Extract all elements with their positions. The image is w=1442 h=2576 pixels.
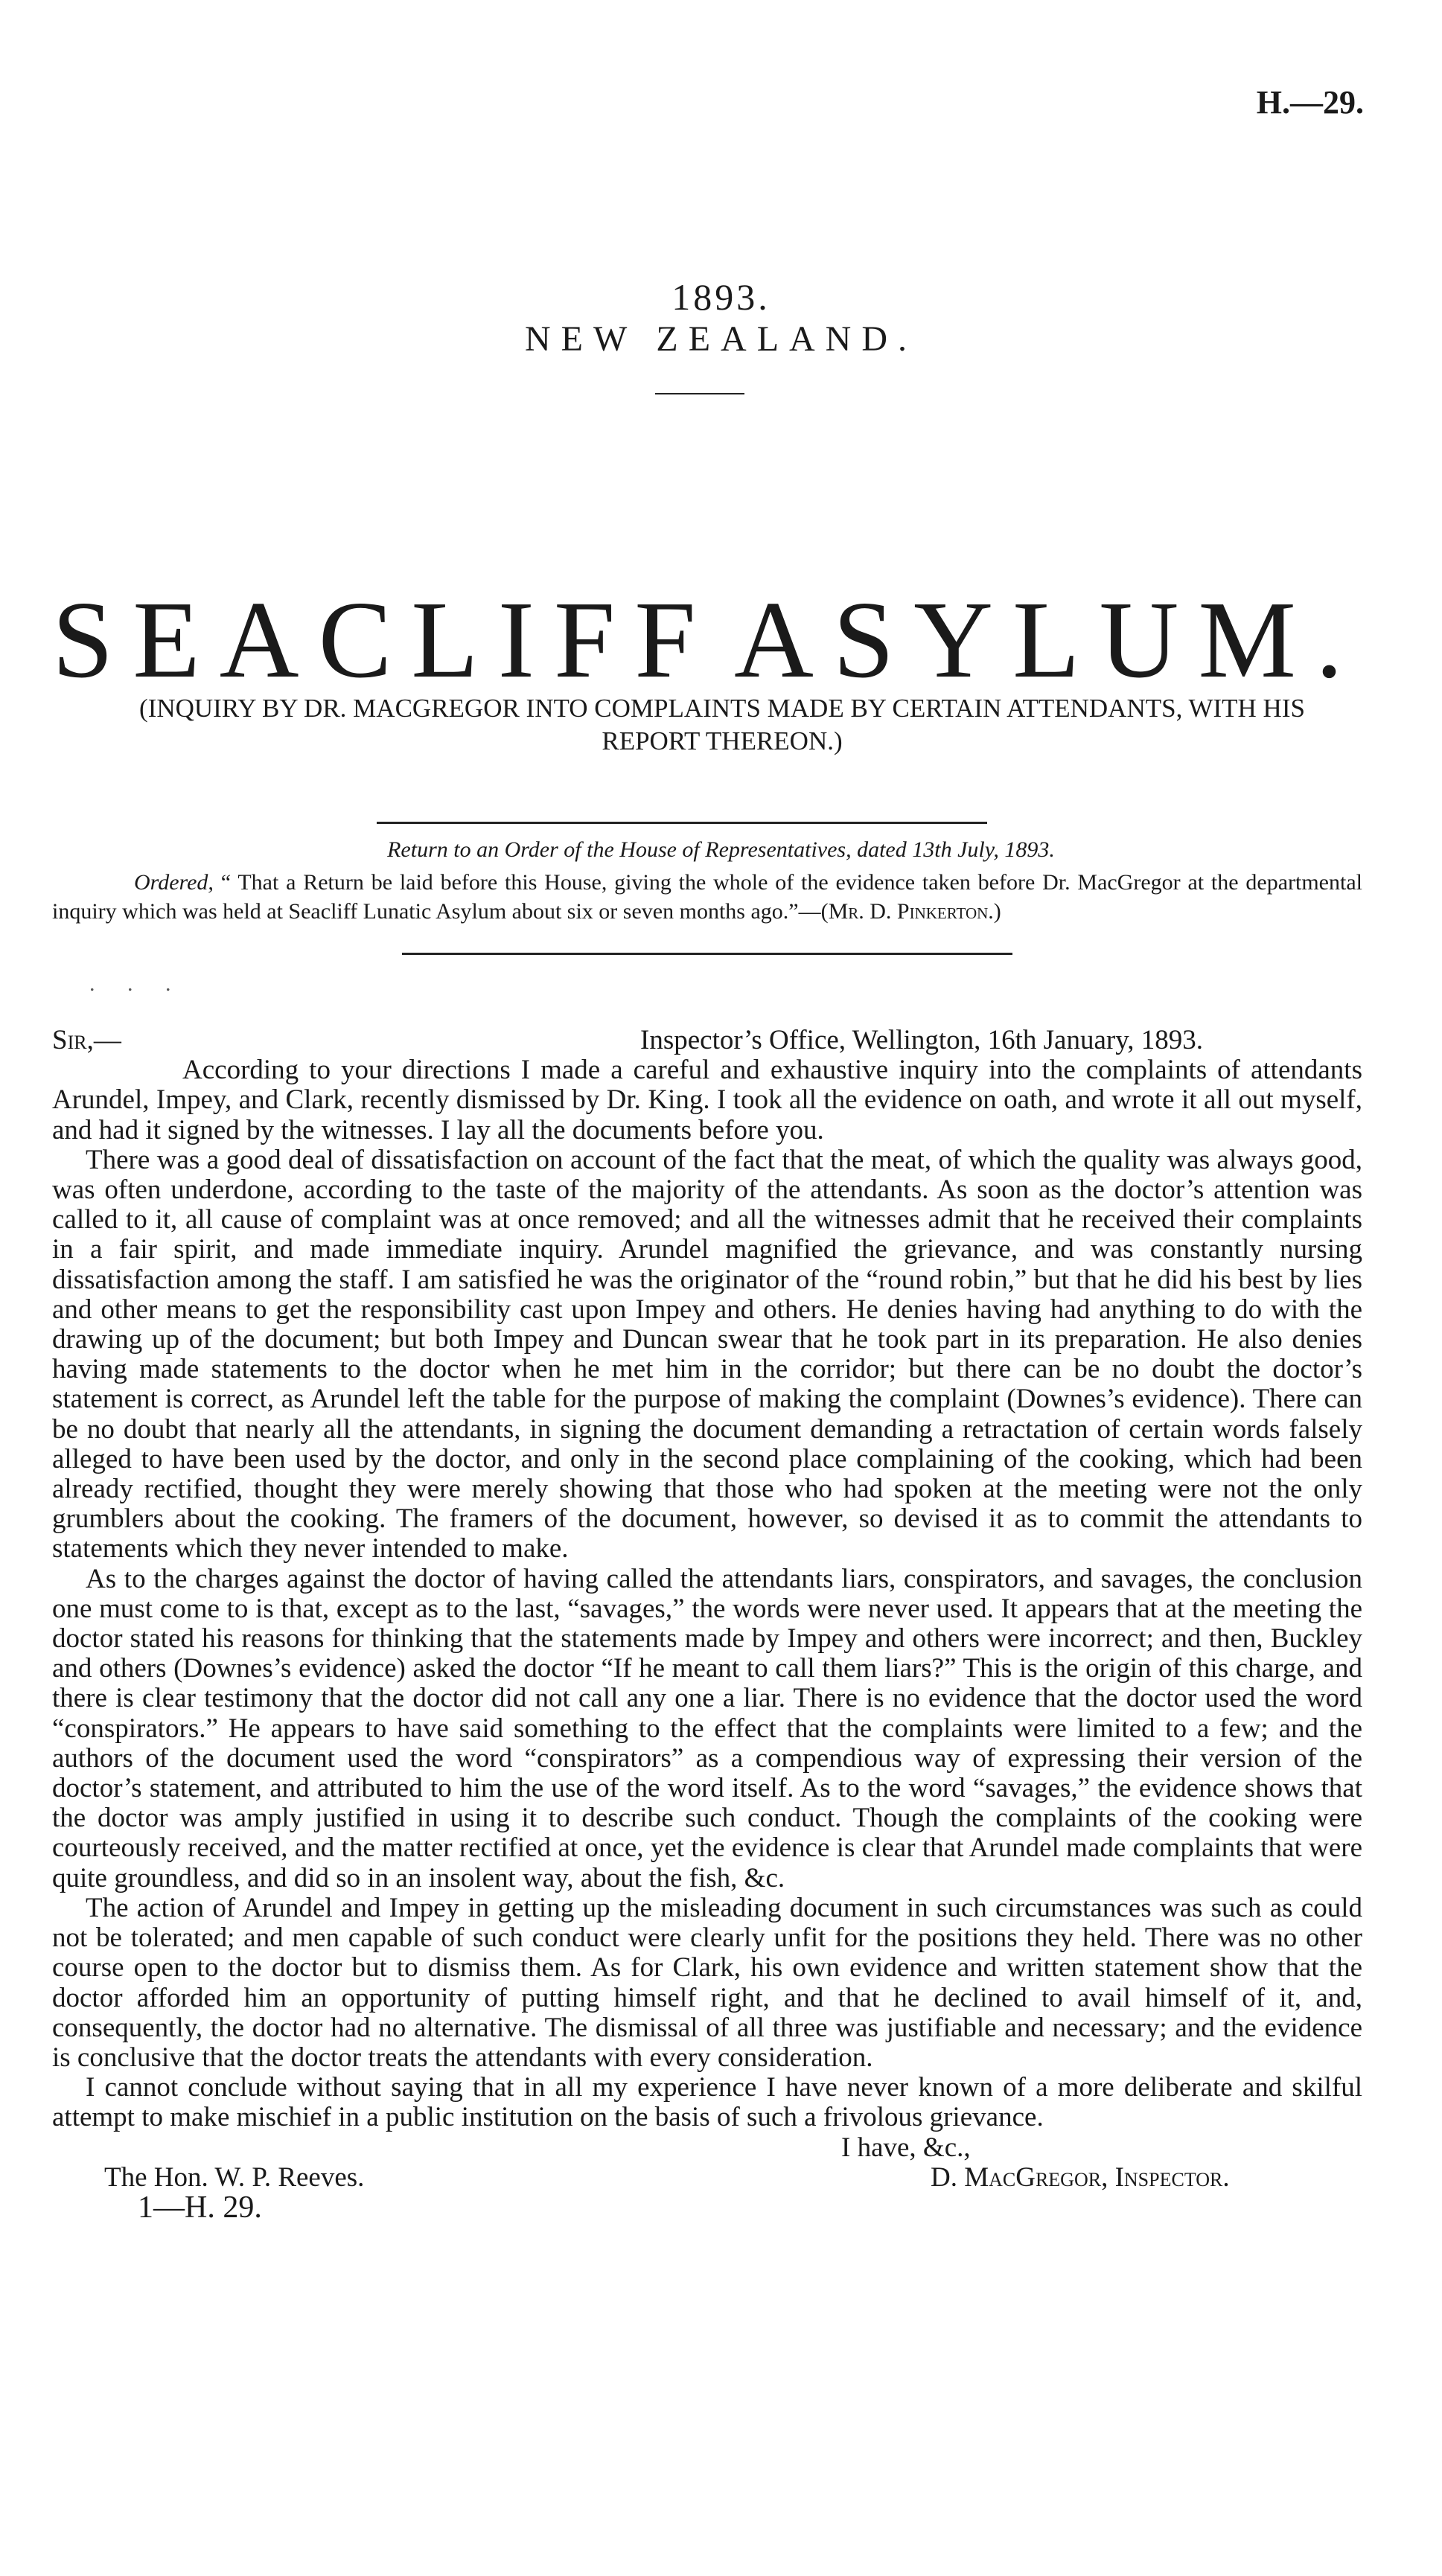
order-mover: Mr. D. Pinkerton [828, 899, 989, 924]
paragraph: I cannot conclude without saying that in all my experience I have never known of a more deliberate and skilful attempt to make mischief in a public institution on the basis of such a frivolous grievance. [52, 2072, 1362, 2133]
paragraph: There was a good deal of dissatisfaction on account of the fact that the meat, of which the quality was always good, was often underdone, according to the taste of the majority of the attendants. As soon as the doctor’s attention was called to it, all cause of complaint was at once removed; and all the witnesses admit that he received their complaints in a fair spirit, and made immediate inquiry. Arundel magnified the grievance, and was constantly nursing dissatisfaction among the staff. I am satisfied he was the originator of the “round robin,” but that he did his best by lies and other means to get the responsibility cast upon Impey and others. He denies having had anything to do with the drawing up of the document; but both Impey and Duncan swear that he took part in its preparation. He also denies having made statements to the doctor when he met him in the corridor; but there can be no doubt the doctor’s statement is correct, as Arundel left the table for the purpose of making the complaint (Downes’s evidence). There can be no doubt that nearly all the attendants, in signing the document demanding a retractation of certain words falsely alleged to have been used by the doctor, and only in the second place complaining of the cooking, which had been already rectified, thought they were merely showing that those who had spoken at the meeting were not the only grumblers about the cooking. The framers of the document, however, so devised it as to commit the attendants to statements which they never intended to make. [52, 1144, 1362, 1565]
country-heading: NEW ZEALAND. [524, 319, 918, 359]
order-body: “ That a Return be laid before this House, giving the whole of the evidence taken before Dr. MacGregor at the departmental inquiry which was held at Seacliff Lunatic Asylum about six or seven months ago.”—( [52, 870, 1362, 924]
closing: I have, &c., [841, 2132, 971, 2163]
signature: D. MacGregor, Inspector. [931, 2161, 1230, 2193]
return-line: Return to an Order of the House of Representatives, dated 13th July, 1893. [387, 837, 1055, 862]
ordered-label: Ordered, [134, 870, 214, 895]
page-footer: 1—H. 29. [138, 2190, 262, 2225]
divider [655, 393, 744, 394]
closing-row [52, 2133, 1362, 2163]
document-reference: H.—29. [1256, 84, 1364, 121]
paragraph: According to your directions I made a careful and exhaustive inquiry into the complaints of attendants Arundel, Impey, and Clark, recently dismissed by Dr. King. I took all the evidence on oath, and wrote it all out myself, and had it signed by the witnesses. I lay all the documents before you. [52, 1055, 1362, 1145]
addressee: The Hon. W. P. Reeves. [104, 2161, 365, 2193]
divider [402, 953, 1012, 955]
stray-marks: . . . [89, 971, 185, 996]
paragraph: The action of Arundel and Impey in getting up the misleading document in such circumstances was such as could not be tolerated; and men capable of such conduct were clearly unfit for the positions they held. There was no other course open to the doctor but to dismiss them. As for Clark, his own evidence and written statement show that the doctor afforded him an opportunity of putting himself right, and that he declined to avail himself of it, and, consequently, the doctor had no alternative. The dismissal of all three was justifiable and necessary; and the evidence is conclusive that the doctor treats the attendants with every consideration. [52, 1892, 1362, 2073]
title-word: SEACLIFF [52, 579, 715, 701]
divider [377, 822, 987, 824]
subtitle: (INQUIRY BY DR. MACGREGOR INTO COMPLAINTS MADE BY CERTAIN ATTENDANTS, WITH HIS REPORT THEREON.) [139, 694, 1305, 755]
signature-row [52, 2163, 1362, 2193]
salutation: Sir,— [52, 1025, 121, 1055]
sender-address: Inspector’s Office, Wellington, 16th January, 1893. [640, 1025, 1204, 1055]
paragraph: As to the charges against the doctor of having called the attendants liars, conspirators, and savages, the conclusion one must come to is that, except as to the last, “savages,” the words were never used. It appears that at the meeting the doctor stated his reasons for thinking that the statements made by Impey and others were incorrect; and then, Buckley and others (Downes’s evidence) asked the doctor “If he meant to call them liars?” This is the origin of this charge, and there is clear testimony that the doctor did not call any one a liar. There is no evidence that the doctor used the word “conspirators.” He appears to have said something to the effect that the complaints were limited to a few; and the authors of the document used the word “conspirators” as a compendious way of expressing their version of the doctor’s statement, and attributed to him the use of the word itself. As to the word “savages,” the evidence shows that the doctor was amply justified in using it to describe such conduct. Though the complaints of the cooking were courteously received, and the matter rectified at once, yet the evidence is clear that Arundel made complaints that were quite groundless, and did so in an insolent way, about the fish, &c. [52, 1563, 1362, 1893]
title-word: ASYLUM. [734, 579, 1362, 701]
order-text [52, 868, 1362, 926]
letter [52, 1025, 1362, 2225]
year-heading: 1893. [671, 276, 771, 318]
letter-header [52, 1026, 1362, 1055]
order-end: .) [988, 899, 1001, 924]
page-title [52, 577, 1362, 703]
